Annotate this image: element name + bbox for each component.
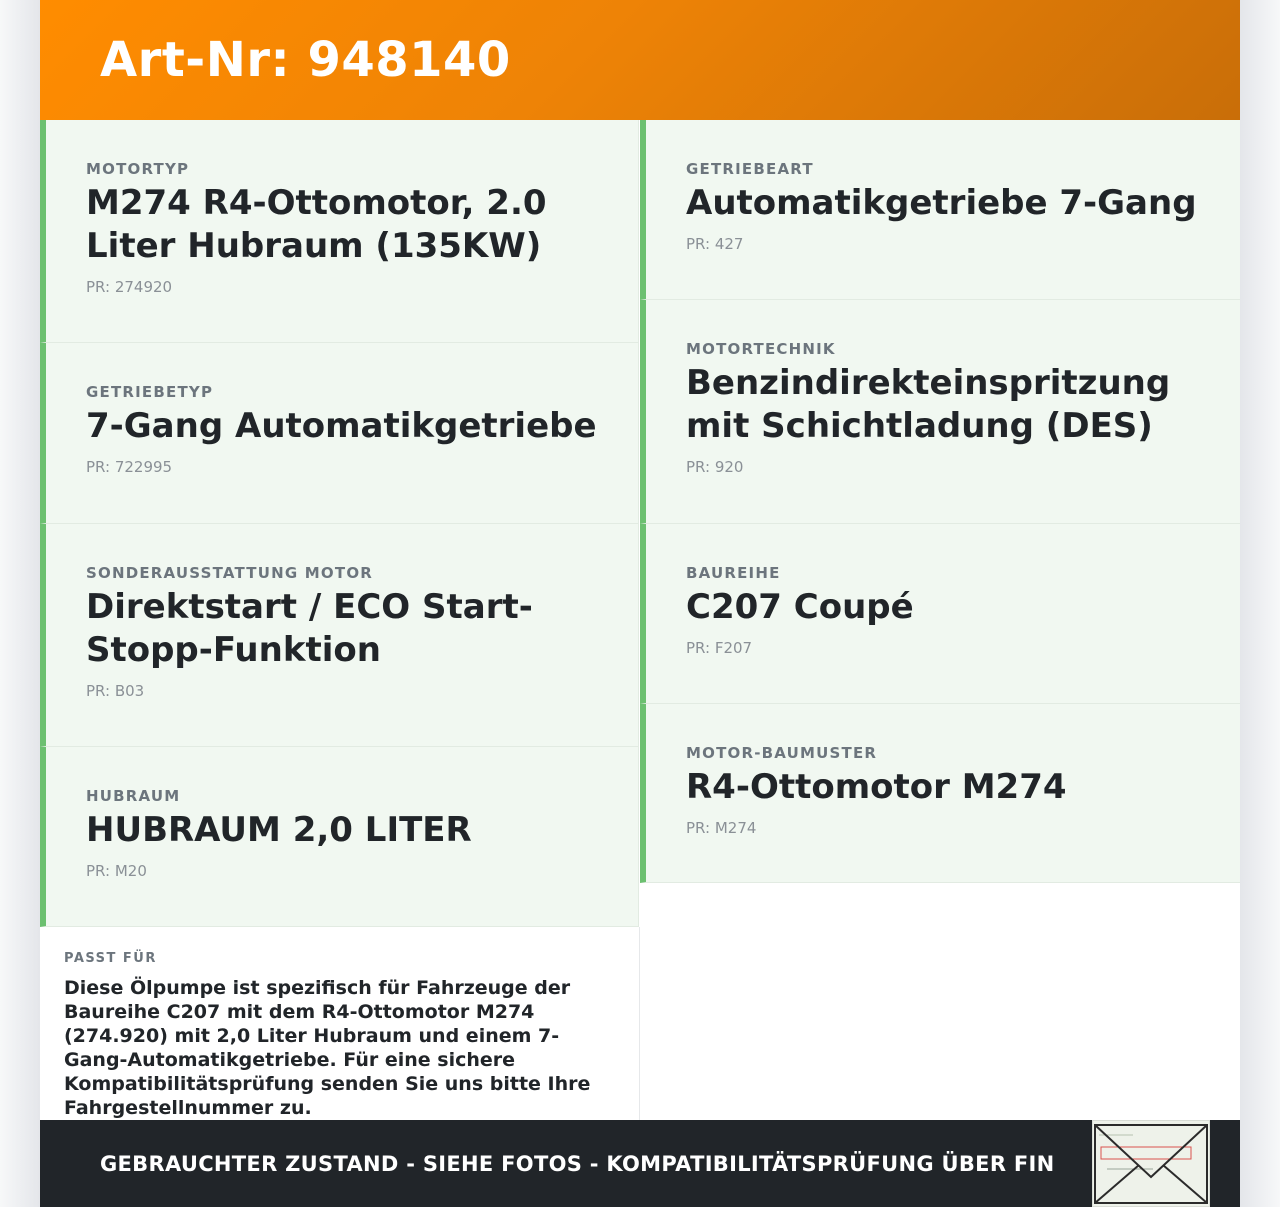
spec-label: MOTORTYP xyxy=(86,160,190,178)
spec-label: HUBRAUM xyxy=(86,787,181,805)
spec-column-left xyxy=(40,120,640,927)
spec-item-motortechnik xyxy=(640,300,1240,524)
header-banner xyxy=(40,0,1240,120)
spec-label: GETRIEBEART xyxy=(686,160,814,178)
footer-condition-text: GEBRAUCHTER ZUSTAND - SIEHE FOTOS - KOMPATIBILITÄTSPRÜFUNG ÜBER FIN xyxy=(100,1151,1055,1176)
spec-pr-code: PR: F207 xyxy=(686,639,753,657)
page-background-left xyxy=(0,0,40,1207)
spec-pr-code: PR: M274 xyxy=(686,819,757,837)
spec-item-motortyp xyxy=(40,120,639,343)
spec-value: Automatikgetriebe 7-Gang xyxy=(686,183,1197,223)
spec-label: GETRIEBETYP xyxy=(86,383,214,401)
spec-value: Benzindirekteinspritzung mit Schichtladung (DES) xyxy=(686,363,1171,446)
fits-description: Diese Ölpumpe ist spezifisch für Fahrzeuge der Baureihe C207 mit dem R4-Ottomotor M274 (274.920) mit 2,0 Liter Hubraum und einem 7-Gang-Automatikgetriebe. Für eine sichere Kompatibilitätsprüfung senden Sie uns bitte Ihre Fahrgestellnummer zu. xyxy=(64,977,591,1119)
spec-label: SONDERAUSSTATTUNG MOTOR xyxy=(86,564,374,582)
spec-item-getriebeart xyxy=(640,120,1240,300)
page-background-right xyxy=(1240,0,1280,1207)
envelope-icon[interactable] xyxy=(1092,1120,1210,1207)
article-number-title: Art-Nr: 948140 xyxy=(100,32,511,88)
spec-item-hubraum xyxy=(40,747,639,927)
spec-pr-code: PR: 722995 xyxy=(86,458,173,476)
spec-label: MOTORTECHNIK xyxy=(686,340,836,358)
spec-value: 7-Gang Automatikgetriebe xyxy=(86,406,597,446)
spec-pr-code: PR: M20 xyxy=(86,862,147,880)
spec-pr-code: PR: 274920 xyxy=(86,278,173,296)
spec-value: Direktstart / ECO Start-Stopp-Funktion xyxy=(86,587,533,670)
spec-pr-code: PR: 427 xyxy=(686,235,744,253)
spec-label: BAUREIHE xyxy=(686,564,781,582)
spec-label: MOTOR-BAUMUSTER xyxy=(686,744,878,762)
spec-item-getriebetyp xyxy=(40,343,639,524)
envelope-graphic xyxy=(1093,1121,1209,1206)
spec-item-motor-baumuster xyxy=(640,704,1240,883)
footer-bar xyxy=(40,1120,1240,1207)
spec-pr-code: PR: B03 xyxy=(86,682,145,700)
spec-item-baureihe xyxy=(640,524,1240,704)
fits-section xyxy=(40,927,640,1120)
product-card xyxy=(40,0,1240,1207)
spec-value: R4-Ottomotor M274 xyxy=(686,767,1067,807)
spec-value: C207 Coupé xyxy=(686,587,914,627)
spec-value: M274 R4-Ottomotor, 2.0 Liter Hubraum (135KW) xyxy=(86,183,547,266)
spec-pr-code: PR: 920 xyxy=(686,458,744,476)
spec-column-right xyxy=(640,120,1240,883)
spec-item-sonderausstattung-motor xyxy=(40,524,639,747)
fits-label: PASST FÜR xyxy=(64,951,157,966)
spec-value: HUBRAUM 2,0 LITER xyxy=(86,810,472,850)
